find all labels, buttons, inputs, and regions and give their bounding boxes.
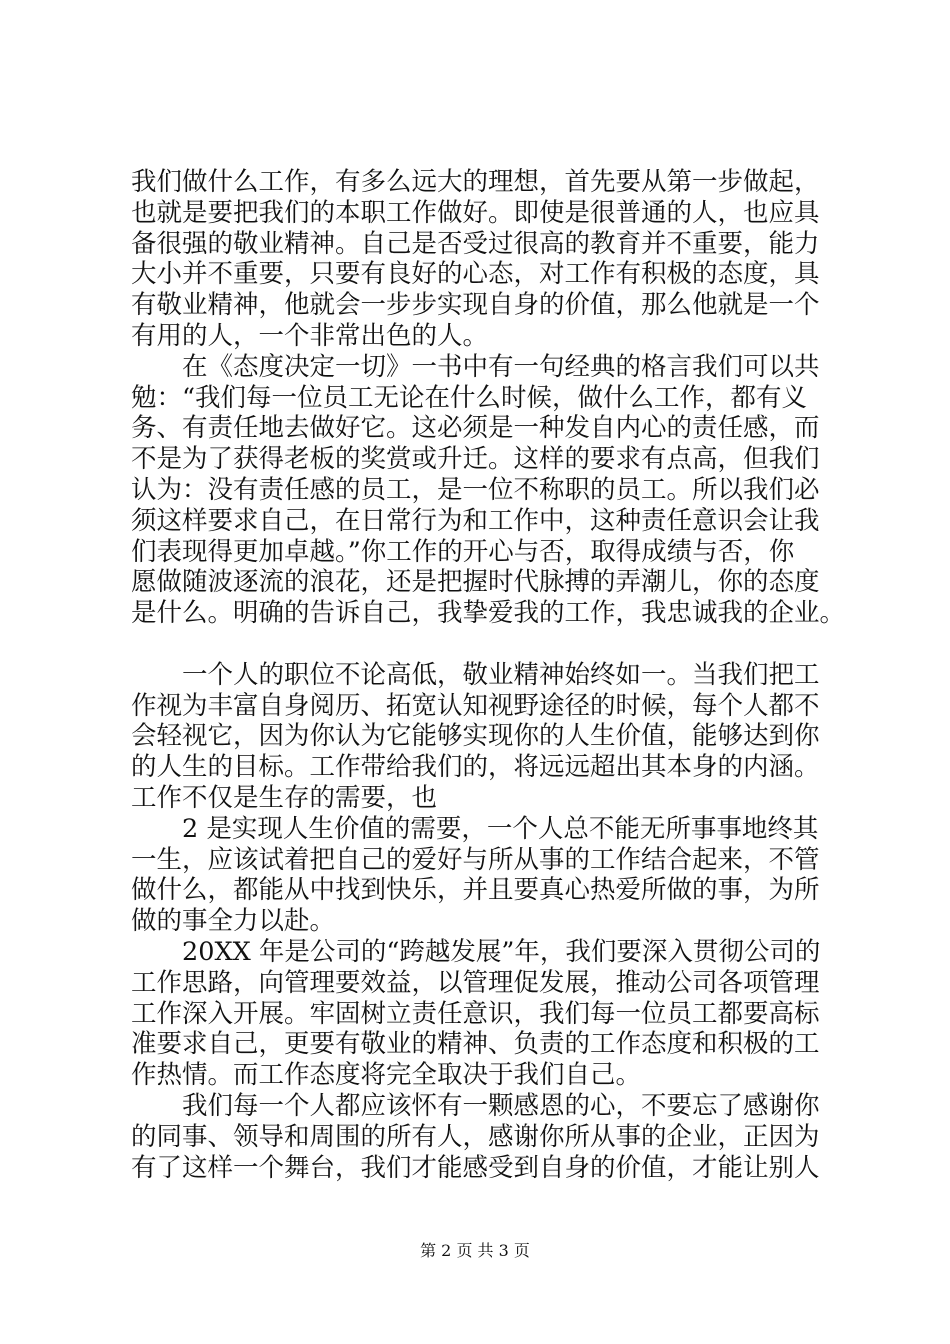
text-line: 勉：“我们每一位员工无论在什么时候，做什么工作，都有义 (131, 382, 808, 413)
text-line: 一生，应该试着把自己的爱好与所从事的工作结合起来，不管 (131, 844, 820, 875)
text-line: 一个人的职位不论高低，敬业精神始终如一。当我们把工 (131, 659, 820, 690)
text-line: 认为：没有责任感的员工，是一位不称职的员工。所以我们必 (131, 474, 820, 505)
text-line: 大小并不重要，只要有良好的心态，对工作有积极的态度，具 (131, 259, 820, 290)
body-text (131, 167, 851, 1183)
text-line: 是什么。明确的告诉自己，我挚爱我的工作，我忠诚我的企业。 (131, 598, 846, 629)
text-line: 有敬业精神，他就会一步步实现自身的价值，那么他就是一个 (131, 290, 820, 321)
text-line: 做什么，都能从中找到快乐，并且要真心热爱所做的事，为所 (131, 875, 820, 906)
text-line: 工作不仅是生存的需要，也 (131, 782, 438, 813)
text-line: 做的事全力以赴。 (131, 906, 336, 937)
text-line: 工作思路，向管理要效益，以管理促发展，推动公司各项管理 (131, 967, 820, 998)
text-line: 不是为了获得老板的奖赏或升迁。这样的要求有点高，但我们 (131, 444, 820, 475)
text-line: 准要求自己，更要有敬业的精神、负责的工作态度和积极的工 (131, 1029, 820, 1060)
text-line: 的人生的目标。工作带给我们的，将远远超出其本身的内涵。 (131, 752, 820, 783)
text-line: 我们做什么工作，有多么远大的理想，首先要从第一步做起， (131, 167, 820, 197)
text-line: 有用的人，一个非常出色的人。 (131, 320, 489, 351)
text-line: 作视为丰富自身阅历、拓宽认知视野途径的时候，每个人都不 (131, 690, 820, 721)
text-line: 会轻视它，因为你认为它能够实现你的人生价值，能够达到你 (131, 721, 820, 752)
text-line: 愿做随波逐流的浪花，还是把握时代脉搏的弄潮儿，你的态度 (131, 567, 820, 598)
text-line: 有了这样一个舞台，我们才能感受到自身的价值，才能让别人 (131, 1152, 820, 1183)
text-line: 的同事、领导和周围的所有人，感谢你所从事的企业，正因为 (131, 1121, 820, 1152)
paragraph-gap (131, 629, 851, 660)
text-line: 在《态度决定一切》一书中有一句经典的格言我们可以共 (131, 351, 820, 382)
text-line: 工作深入开展。牢固树立责任意识，我们每一位员工都要高标 (131, 998, 820, 1029)
text-line: 我们每一个人都应该怀有一颗感恩的心，不要忘了感谢你 (131, 1090, 820, 1121)
text-line: 须这样要求自己，在日常行为和工作中，这种责任意识会让我 (131, 505, 820, 536)
text-line: 务、有责任地去做好它。这必须是一种发自内心的责任感，而 (131, 413, 820, 444)
text-line: 备很强的敬业精神。自己是否受过很高的教育并不重要，能力 (131, 228, 820, 259)
text-line: 20XX 年是公司的“跨越发展”年，我们要深入贯彻公司的 (131, 936, 821, 967)
text-line: 作热情。而工作态度将完全取决于我们自己。 (131, 1060, 642, 1091)
page-number-footer: 第 2 页 共 3 页 (420, 1241, 530, 1260)
text-line: 也就是要把我们的本职工作做好。即使是很普通的人，也应具 (131, 197, 820, 228)
text-line: 2 是实现人生价值的需要，一个人总不能无所事事地终其 (131, 813, 819, 844)
text-line: 们表现得更加卓越。”你工作的开心与否，取得成绩与否，你 (131, 536, 795, 567)
